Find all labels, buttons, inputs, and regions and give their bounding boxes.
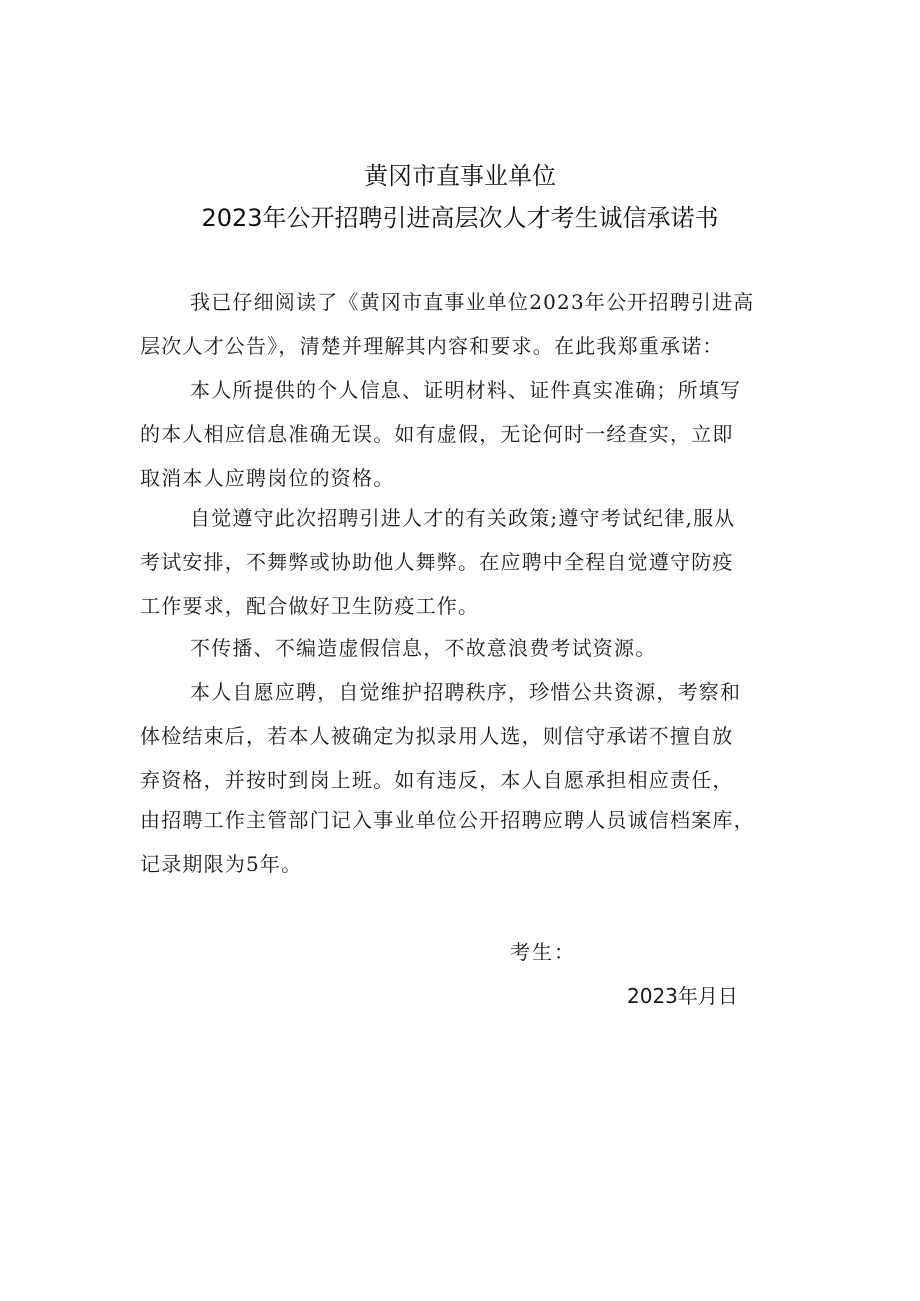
document-title-line1: 黄冈市直事业单位 <box>364 162 556 190</box>
paragraph-5-line-1: 本人自愿应聘，自觉维护招聘秩序，珍惜公共资源，考察和 <box>190 680 742 704</box>
signature-date: 2023年月日 <box>627 984 738 1008</box>
paragraph-5-line-3: 弃资格，并按时到岗上班。如有违反，本人自愿承担相应责任， <box>140 768 734 792</box>
paragraph-5-line-5: 记录期限为5年。 <box>140 852 303 876</box>
paragraph-5-line-4: 由招聘工作主管部门记入事业单位公开招聘应聘人员诚信档案库， <box>140 808 755 832</box>
paragraph-1-line-1: 我已仔细阅读了《黄冈市直事业单位2023年公开招聘引进高 <box>190 290 755 314</box>
signature-label: 考生： <box>510 940 576 964</box>
paragraph-2-line-3: 取消本人应聘岗位的资格。 <box>140 466 395 490</box>
document-title-line2: 2023年公开招聘引进高层次人才考生诚信承诺书 <box>201 204 719 232</box>
paragraph-2-line-2: 的本人相应信息准确无误。如有虚假，无论何时一经查实，立即 <box>140 422 734 446</box>
paragraph-5-line-2: 体检结束后，若本人被确定为拟录用人选，则信守承诺不擅自放 <box>140 724 734 748</box>
paragraph-1-line-2: 层次人才公告》，清楚并理解其内容和要求。在此我郑重承诺： <box>140 334 724 358</box>
paragraph-3-line-3: 工作要求，配合做好卫生防疫工作。 <box>140 594 480 618</box>
paragraph-2-line-1: 本人所提供的个人信息、证明材料、证件真实准确；所填写 <box>190 378 742 402</box>
paragraph-3-line-1: 自觉遵守此次招聘引进人才的有关政策;遵守考试纪律,服从 <box>190 506 736 530</box>
paragraph-4-line-1: 不传播、不编造虚假信息，不故意浪费考试资源。 <box>190 636 657 660</box>
paragraph-3-line-2: 考试安排，不舞弊或协助他人舞弊。在应聘中全程自觉遵守防疫 <box>140 550 734 574</box>
